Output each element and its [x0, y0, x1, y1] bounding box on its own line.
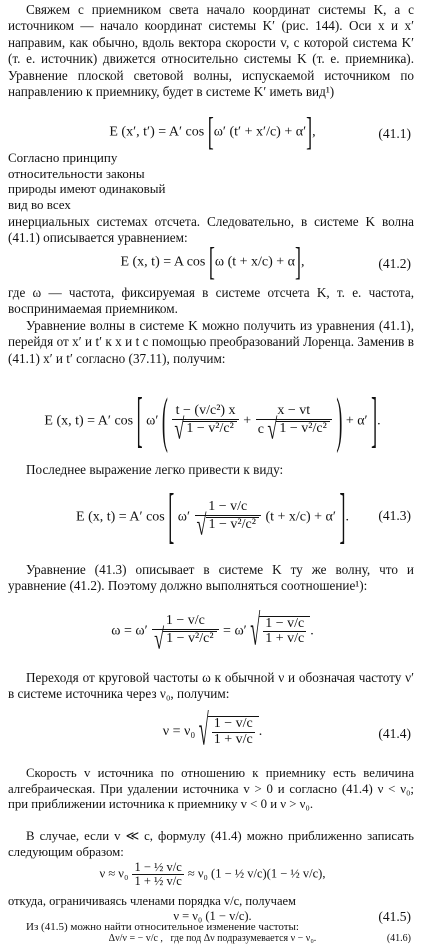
eq-lorentz-num1: t − (v/c²) x [172, 404, 238, 420]
equation-approx [0, 861, 425, 891]
paragraph-intro: Свяжем с приемником света начало координат системы K, а с источником — начало координат системы K′ (рис. 144). Оси x и x′ направим, как обычно, вдоль вектора скорости v, с которой система K′ (т. е. источник) движется относительно системы K (т. е. приемника). Уравнение плоской световой волны, испускаемой источником по направлению к приемнику, будет в системе K′ иметь вид¹) [8, 2, 414, 100]
eq-41-5-number: (41.5) [378, 909, 411, 924]
eq-41-2-lhs: E (x, t) = A cos [120, 254, 206, 270]
eq-approx-lhs: ν ≈ ν₀ [99, 866, 129, 881]
eq-41-4-lhs: ν = ν₀ [162, 723, 196, 739]
paragraph-approx: В случае, если v ≪ c, формулу (41.4) можно приближенно записать следующим образом: [8, 829, 414, 859]
paragraph-relative-change: Из (41.5) можно найти относительное изменение частоты: [26, 922, 299, 933]
eq-omega-lhs: ω = ω′ [111, 623, 148, 639]
paragraph-delta-def: где под Δν подразумевается ν − ν₀. [170, 933, 317, 944]
eq-41-6-rhs: = − v/c , [129, 933, 163, 944]
eq-41-1-number: (41.1) [378, 126, 411, 141]
eq-omega-fnum: 1 − v/c [152, 614, 218, 630]
eq-41-3-number: (41.3) [378, 508, 411, 523]
paragraph-lorentz: Уравнение волны в системе K можно получить из уравнения (41.1), перейдя от x′ и t′ к x и t с помощью преобразований Лоренца. Заменив в (41.1) x′ и t′ согласно (37.11), получим: [8, 318, 414, 366]
paragraph-omega-def: где ω — частота, фиксируемая в системе отсчета K, т. е. частота, воспринимаемая приемником. [8, 285, 414, 317]
eq-lorentz-lhs: E (x, t) = A′ cos [44, 413, 134, 429]
equation-41-2: E (x, t) = A cos [ω (t + x/c) + α], (41.2) [120, 239, 411, 284]
equation-41-6: Δν/ν = − v/c , где под Δν подразумевается ν − ν₀. (41.6) [108, 933, 411, 944]
equation-omega: ω = ω′ $\frac{1 - v/c}{\text{√ 1 − v²/c²}}$ = ω′ √ $\frac{1 - v/c}{1 + v/c}$ . [111, 606, 314, 655]
eq-omega-mid: = ω′ [223, 623, 247, 639]
eq-41-6-lhs-n: Δν [108, 933, 120, 944]
equation-lorentz: E (x, t) = A′ cos [ ω′ ( $\frac{\text{t − (v/c²) x}}{\text{√ 1 − v²/c²}}$ + $\frac{x - vt}{\text{c √ 1 − v²/c²}}$ ) + α′ ]. [44, 385, 381, 454]
eq-41-3-fnum: 1 − v/c [195, 500, 261, 516]
paragraph-frequency: Переходя от круговой частоты ω к обычной ν и обозначая частоту ν′ в системе источника через ν₀, получим: [8, 670, 414, 702]
eq-approx-top: 1 − ½ v/c [134, 860, 182, 874]
paragraph-algebraic: Скорость v источника по отношению к приемнику есть величина алгебраическая. При удалении источника v > 0 и согласно (41.4) ν < ν₀; при приближении источника к приемнику v < 0 и ν > ν₀. [8, 766, 414, 811]
equation-41-3: E (x, t) = A′ cos [ ω′ $\frac{1 - v/c}{\text{√ 1 − v²/c²}}$ (t + x/c) + α′ ]. (41.3) [76, 481, 411, 550]
eq-41-3-fden: 1 − v²/c² [206, 517, 259, 533]
eq-omega-bot: 1 + v/c [265, 631, 305, 647]
eq-41-2-number: (41.2) [378, 256, 411, 271]
eq-41-4-number: (41.4) [378, 726, 411, 741]
paragraph-order: откуда, ограничиваясь членами порядка v/c, получаем [8, 894, 296, 908]
eq-41-6-number: (41.6) [386, 933, 411, 944]
eq-approx-bot: 1 + ½ v/c [134, 874, 182, 889]
eq-41-3-lhs: E (x, t) = A′ cos [76, 509, 165, 525]
eq-41-2-inner: ω (t + x/c) + α [214, 254, 296, 270]
eq-41-1-inner: ω′ (t′ + x′/c) + α′ [213, 124, 307, 140]
paragraph-inertial: инерциальных системах отсчета. Следовательно, в системе K волна (41.1) описывается уравнением: [8, 214, 414, 246]
eq-41-5-body: ν = ν₀ (1 − v/c). [173, 909, 252, 923]
paragraph-simplify: Последнее выражение легко привести к виду: [26, 462, 284, 477]
eq-41-4-bot: 1 + v/c [213, 731, 253, 747]
eq-41-3-tail: (t + x/c) + α′ [265, 509, 336, 525]
eq-lorentz-den2: 1 − v²/c² [276, 421, 329, 437]
eq-41-1-lhs: E (x′, t′) = A′ cos [109, 124, 205, 140]
eq-omega-fden: 1 − v²/c² [163, 631, 216, 647]
eq-lorentz-den1: 1 − v²/c² [183, 421, 236, 437]
eq-41-4-top: 1 − v/c [213, 716, 253, 731]
eq-omega-top: 1 − v/c [265, 615, 305, 631]
eq-41-6-lhs-d: ν [122, 933, 127, 944]
paragraph-same-wave: Уравнение (41.3) описывает в системе K ту же волну, что и уравнение (41.2). Поэтому должно выполняться соотношение¹): [8, 562, 414, 594]
equation-41-4: ν = ν₀ √ $\frac{1 - v/c}{1 + v/c}$ . (41.4) [162, 706, 411, 755]
eq-lorentz-num2: x − vt [256, 404, 332, 420]
margin-note: Согласно принципу относительности законы природы имеют одинаковый вид во всех [8, 150, 166, 212]
equation-41-5 [0, 909, 425, 923]
eq-approx-rhs: ≈ ν₀ (1 − ½ v/c)(1 − ½ v/c), [187, 866, 326, 881]
equation-41-1: E (x′, t′) = A′ cos [ω′ (t′ + x′/c) + α′], (41.1) [109, 109, 411, 154]
